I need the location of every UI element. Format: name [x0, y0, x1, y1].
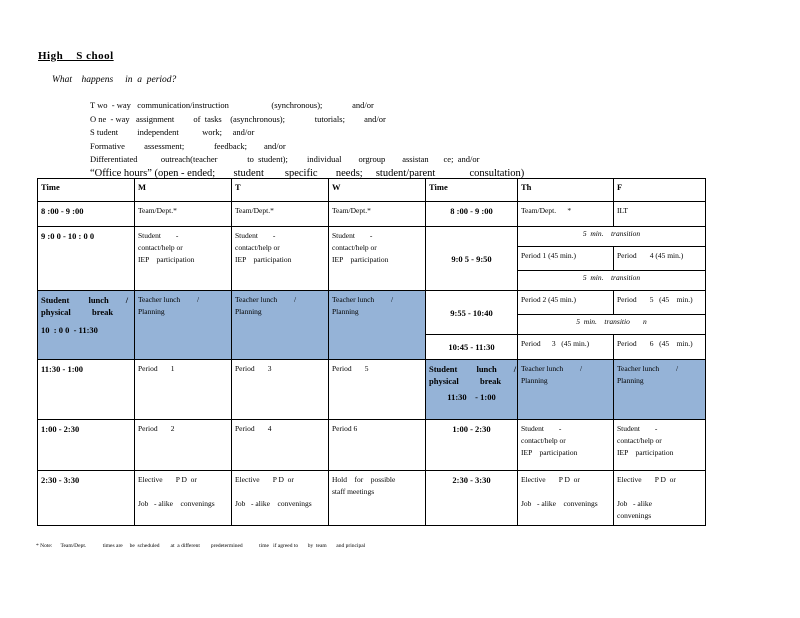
- lunch-time: 10 : 0 0 - 11:30: [41, 325, 98, 335]
- table-cell: Period 2: [135, 420, 232, 471]
- table-cell: Period 3 (45 min.): [518, 335, 614, 360]
- table-cell: Student - contact/help or IEP participation: [329, 227, 426, 291]
- section-question: What happens in a period?: [52, 75, 177, 85]
- list-item-text: T wo - way communication/instruction (synchronous); and/or: [90, 100, 374, 110]
- list-item-text: S tudent independent work; and/or: [90, 127, 255, 138]
- table-cell: ILT: [614, 202, 706, 227]
- transition-cell: 5 min. transition: [518, 227, 706, 247]
- table-cell: Teacher lunch / Planning: [232, 291, 329, 360]
- table-cell: Teacher lunch / Planning: [518, 360, 614, 420]
- column-header-time: Time: [38, 179, 135, 202]
- table-cell: Period 6: [329, 420, 426, 471]
- lunch-time-cell: [426, 360, 518, 420]
- table-cell: Period 4 (45 min.): [614, 247, 706, 271]
- schedule-table: [37, 178, 706, 526]
- time-cell: 9 :0 0 - 10 : 0 0: [38, 227, 135, 291]
- table-cell: Student - contact/help or IEP participation: [518, 420, 614, 471]
- column-header-wednesday: W: [329, 179, 426, 202]
- page-title: High S chool: [38, 50, 114, 62]
- list-item: [72, 99, 524, 113]
- footnote: * Note: Team/Dept. times are be scheduled at a different predetermined time if agreed to by team and principal: [36, 543, 366, 549]
- table-header-row: [38, 179, 706, 202]
- table-cell: Period 6 (45 min.): [614, 335, 706, 360]
- time-cell: 8 :00 - 9 :00: [426, 202, 518, 227]
- list-item: [72, 126, 524, 140]
- time-cell: 8 :00 - 9 :00: [38, 202, 135, 227]
- time-cell: 9:0 5 - 9:50: [426, 227, 518, 291]
- table-cell: Elective P D or Job - alike convenings: [135, 471, 232, 526]
- table-cell: Team/Dept.*: [329, 202, 426, 227]
- table-cell: Elective P D or Job - alike convenings: [232, 471, 329, 526]
- lunch-label: Student lunch / physical break: [429, 364, 517, 386]
- time-cell: 9:55 - 10:40: [426, 291, 518, 335]
- list-item: [72, 140, 524, 154]
- column-header-thursday: Th: [518, 179, 614, 202]
- table-cell: Period 4: [232, 420, 329, 471]
- column-header-monday: M: [135, 179, 232, 202]
- list-item-text: Differentiated outreach(teacher to student); individual orgroup assistan ce; and/or: [90, 154, 480, 165]
- table-cell: Teacher lunch / Planning: [135, 291, 232, 360]
- table-row: [38, 360, 706, 420]
- table-cell: Hold for possible staff meetings: [329, 471, 426, 526]
- list-item-text: Formative assessment; feedback; and/or: [90, 140, 286, 151]
- lunch-time: 11:30 - 1:00: [447, 392, 496, 402]
- table-cell: Team/Dept.*: [135, 202, 232, 227]
- time-cell: 2:30 - 3:30: [426, 471, 518, 526]
- table-cell: Student - contact/help or IEP participation: [614, 420, 706, 471]
- time-cell: 1:00 - 2:30: [426, 420, 518, 471]
- table-cell: Team/Dept.*: [232, 202, 329, 227]
- list-item: [72, 113, 524, 127]
- table-cell: Elective P D or Job - alike convenings: [518, 471, 614, 526]
- time-cell: 1:00 - 2:30: [38, 420, 135, 471]
- table-cell: Period 1 (45 min.): [518, 247, 614, 271]
- table-row: [38, 202, 706, 227]
- transition-cell: 5 min. transitio n: [518, 315, 706, 335]
- table-row: [38, 420, 706, 471]
- time-cell: 11:30 - 1:00: [38, 360, 135, 420]
- table-cell: Period 5 (45 min.): [614, 291, 706, 315]
- table-cell: Teacher lunch / Planning: [614, 360, 706, 420]
- table-cell: Period 3: [232, 360, 329, 420]
- table-cell: Period 2 (45 min.): [518, 291, 614, 315]
- activity-list: [72, 99, 524, 181]
- list-item-text: O ne - way assignment of tasks (asynchronous); tutorials; and/or: [90, 113, 386, 124]
- table-row: [38, 227, 706, 247]
- table-row: [38, 291, 706, 315]
- list-item: [72, 153, 524, 167]
- table-cell: Student - contact/help or IEP participation: [135, 227, 232, 291]
- table-cell: Period 5: [329, 360, 426, 420]
- table-cell: Period 1: [135, 360, 232, 420]
- column-header-tuesday: T: [232, 179, 329, 202]
- table-cell: Elective P D or Job - alike convenings: [614, 471, 706, 526]
- transition-cell: 5 min. transition: [518, 271, 706, 291]
- table-cell: Student - contact/help or IEP participation: [232, 227, 329, 291]
- column-header-friday: F: [614, 179, 706, 202]
- table-row: [38, 471, 706, 526]
- list-item-text: “Office hours” (open - ended; student specific needs; student/parent consultation): [90, 167, 525, 179]
- lunch-time-cell: [38, 291, 135, 360]
- time-cell: 2:30 - 3:30: [38, 471, 135, 526]
- time-cell: 10:45 - 11:30: [426, 335, 518, 360]
- table-cell: Teacher lunch / Planning: [329, 291, 426, 360]
- lunch-label: Student lunch / physical break: [41, 295, 129, 317]
- table-cell: Team/Dept. *: [518, 202, 614, 227]
- column-header-time-2: Time: [426, 179, 518, 202]
